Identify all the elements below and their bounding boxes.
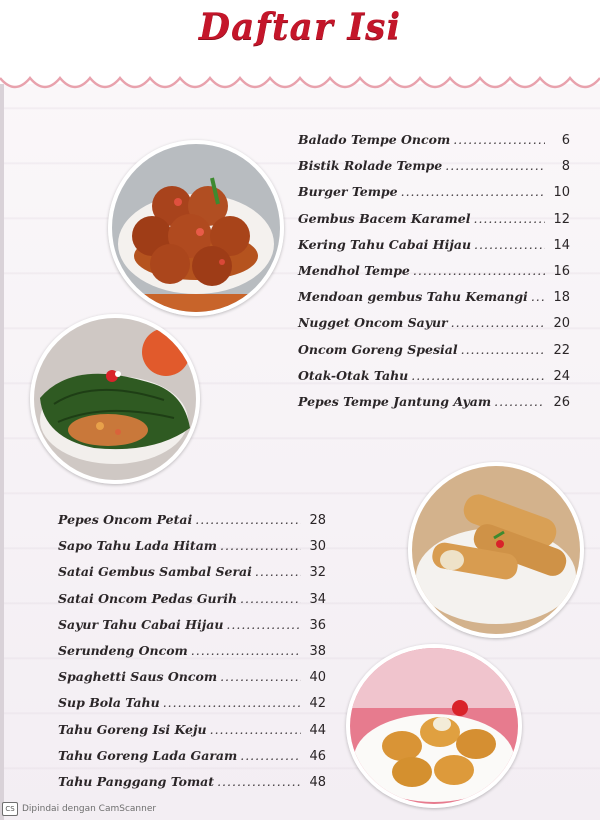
toc-entry-title: Otak-Otak Tahu	[298, 367, 409, 383]
toc-entry[interactable]	[58, 774, 326, 800]
page-spine	[0, 0, 4, 820]
toc-page-number: 6	[561, 133, 570, 148]
toc-leader-dots	[191, 643, 301, 658]
toc-entry[interactable]	[58, 512, 326, 538]
toc-leader-dots	[461, 342, 545, 357]
toc-entry[interactable]	[58, 564, 326, 590]
camscanner-icon: CS	[2, 802, 18, 816]
toc-entry[interactable]	[298, 394, 570, 420]
toc-leader-dots	[413, 263, 545, 278]
toc-leader-dots	[195, 512, 301, 527]
toc-list-bottom	[58, 512, 326, 800]
toc-page-number: 14	[553, 237, 570, 253]
toc-entry[interactable]	[298, 289, 570, 315]
toc-entry[interactable]	[298, 342, 570, 368]
toc-leader-dots	[255, 564, 301, 579]
toc-leader-dots	[220, 538, 301, 553]
scanner-watermark	[2, 802, 156, 816]
toc-page-number: 44	[309, 722, 326, 738]
toc-entry-title: Satai Gembus Sambal Serai	[58, 564, 252, 580]
toc-entry[interactable]	[58, 669, 326, 695]
toc-entry-title: Sapo Tahu Lada Hitam	[58, 538, 218, 554]
toc-page-number: 34	[309, 591, 326, 607]
toc-entry[interactable]	[298, 368, 570, 394]
food-photo-pepes-banana-leaf	[30, 314, 200, 484]
toc-entry[interactable]	[298, 237, 570, 263]
toc-leader-dots	[217, 774, 301, 789]
food-photo-tofu-rolls	[408, 462, 584, 638]
toc-entry-title: Oncom Goreng Spesial	[298, 341, 458, 357]
toc-page-number: 20	[553, 316, 570, 332]
toc-page-number: 24	[553, 368, 570, 384]
toc-page-number: 46	[309, 748, 326, 764]
toc-entry-title: Burger Tempe	[298, 184, 398, 200]
toc-entry[interactable]	[58, 722, 326, 748]
food-photo-tempe-balls	[108, 140, 284, 316]
page-title: Daftar Isi	[198, 6, 402, 48]
toc-page-number: 32	[309, 565, 326, 581]
toc-page-number: 28	[309, 513, 326, 528]
toc-leader-dots	[474, 237, 545, 252]
toc-entry-title: Nugget Oncom Sayur	[298, 315, 448, 331]
toc-entry-title: Pepes Oncom Petai	[58, 512, 193, 527]
toc-page-number: 18	[553, 290, 570, 306]
toc-page-number: 38	[309, 643, 326, 659]
toc-leader-dots	[163, 695, 301, 710]
toc-entry[interactable]	[298, 184, 570, 210]
toc-page-number: 26	[553, 394, 570, 410]
scallop-border	[0, 70, 600, 104]
toc-leader-dots	[473, 211, 545, 226]
toc-entry-title: Bistik Rolade Tempe	[298, 158, 443, 174]
toc-entry-title: Sup Bola Tahu	[58, 695, 160, 711]
toc-leader-dots	[220, 669, 301, 684]
toc-page-number: 12	[553, 211, 570, 227]
toc-entry-title: Pepes Tempe Jantung Ayam	[298, 393, 492, 409]
toc-page-number: 30	[309, 539, 326, 555]
toc-entry-title: Balado Tempe Oncom	[298, 132, 451, 147]
toc-entry-title: Mendoan gembus Tahu Kemangi	[298, 289, 528, 305]
toc-entry-title: Sayur Tahu Cabai Hijau	[58, 616, 224, 632]
toc-entry-title: Tahu Goreng Lada Garam	[58, 747, 238, 763]
toc-leader-dots	[531, 289, 545, 304]
toc-entry-title: Serundeng Oncom	[58, 642, 188, 658]
toc-page-number: 40	[309, 670, 326, 686]
food-photo-nuggets	[346, 644, 522, 808]
toc-entry-title: Satai Oncom Pedas Gurih	[58, 590, 238, 606]
toc-page-number: 16	[553, 263, 570, 279]
toc-leader-dots	[451, 315, 545, 330]
toc-entry[interactable]	[58, 538, 326, 564]
toc-leader-dots	[226, 617, 301, 632]
toc-page-number: 8	[561, 159, 570, 175]
toc-leader-dots	[445, 158, 545, 173]
toc-entry-title: Tahu Panggang Tomat	[58, 773, 215, 789]
toc-page-number: 42	[309, 696, 326, 712]
toc-leader-dots	[401, 184, 545, 199]
toc-leader-dots	[210, 722, 301, 737]
toc-entry[interactable]	[58, 643, 326, 669]
toc-leader-dots	[494, 394, 545, 409]
toc-entry[interactable]	[58, 617, 326, 643]
toc-entry[interactable]	[298, 132, 570, 158]
toc-entry-title: Tahu Goreng Isi Keju	[58, 721, 207, 737]
toc-page-number: 22	[553, 342, 570, 358]
toc-entry-title: Gembus Bacem Karamel	[298, 210, 471, 226]
toc-page-number: 10	[553, 185, 570, 201]
toc-entry[interactable]	[298, 158, 570, 184]
toc-entry[interactable]	[298, 315, 570, 341]
toc-leader-dots	[240, 748, 301, 763]
toc-entry[interactable]	[298, 211, 570, 237]
toc-list-top	[298, 132, 570, 420]
toc-page-number: 36	[309, 617, 326, 633]
toc-entry[interactable]	[58, 748, 326, 774]
toc-entry-title: Kering Tahu Cabai Hijau	[298, 236, 472, 252]
toc-page-number: 48	[309, 774, 326, 790]
toc-entry[interactable]	[298, 263, 570, 289]
toc-entry[interactable]	[58, 591, 326, 617]
toc-leader-dots	[411, 368, 545, 383]
toc-entry-title: Spaghetti Saus Oncom	[58, 669, 218, 685]
toc-leader-dots	[453, 132, 545, 147]
scanner-watermark-text: Dipindai dengan CamScanner	[22, 804, 157, 814]
toc-entry[interactable]	[58, 695, 326, 721]
toc-entry-title: Mendhol Tempe	[298, 262, 410, 278]
toc-leader-dots	[240, 591, 301, 606]
